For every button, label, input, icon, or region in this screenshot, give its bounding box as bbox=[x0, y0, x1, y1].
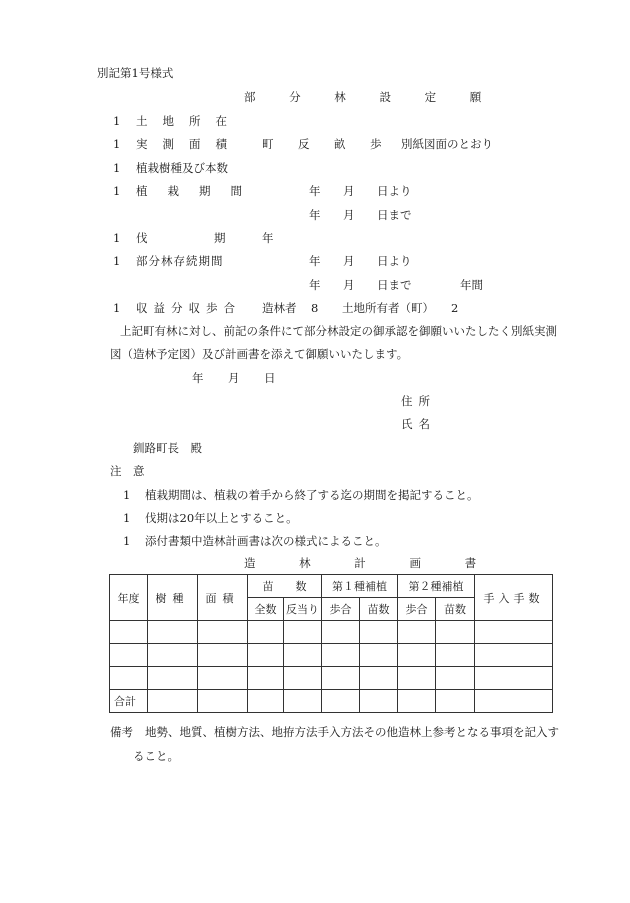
note-item-2: 伐期は20年以上とすること。 bbox=[145, 511, 298, 525]
addressee: 釧路町長 殿 bbox=[133, 441, 202, 455]
remarks-line-2: ること。 bbox=[133, 749, 179, 763]
note-number: 1 bbox=[123, 534, 131, 548]
felling-unit: 年 bbox=[262, 231, 274, 245]
header-year: 年度 bbox=[110, 575, 148, 621]
form-number: 別記第1号様式 bbox=[97, 66, 174, 80]
area-note: 別紙図面のとおり bbox=[401, 137, 493, 151]
date-year: 年 bbox=[309, 184, 321, 198]
table-row bbox=[110, 621, 553, 644]
planting-period-label: 植栽期間 bbox=[136, 184, 262, 198]
item-number: 1 bbox=[113, 161, 121, 175]
item-number: 1 bbox=[113, 254, 121, 268]
felling-label-a: 伐 bbox=[136, 231, 148, 245]
header-count: 苗数 bbox=[360, 598, 398, 621]
owner-ratio: 2 bbox=[451, 301, 459, 315]
plan-title: 造 林 計 画 書 bbox=[244, 556, 497, 570]
note-item-3: 添付書類中造林計画書は次の様式によること。 bbox=[145, 534, 387, 548]
header-supp2: 第２種補植 bbox=[398, 575, 475, 598]
date-day-until: 日まで bbox=[377, 208, 412, 222]
remarks-label: 備考 bbox=[110, 725, 133, 739]
note-number: 1 bbox=[123, 511, 131, 525]
header-seedlings: 苗 数 bbox=[248, 575, 322, 598]
header-count: 苗数 bbox=[436, 598, 475, 621]
header-rate: 歩合 bbox=[398, 598, 436, 621]
land-location-label: 土地所在 bbox=[136, 114, 242, 128]
header-rate: 歩合 bbox=[322, 598, 360, 621]
item-number: 1 bbox=[113, 231, 121, 245]
date-day: 日 bbox=[264, 371, 276, 385]
date-month: 月 bbox=[343, 208, 355, 222]
header-labor: 手入手数 bbox=[475, 575, 553, 621]
date-day-from: 日より bbox=[377, 184, 412, 198]
date-month: 月 bbox=[343, 254, 355, 268]
plan-table bbox=[109, 574, 553, 713]
header-per-tan: 反当り bbox=[284, 598, 322, 621]
name-label: 氏名 bbox=[401, 417, 436, 431]
date-year: 年 bbox=[309, 208, 321, 222]
note-item-1: 植栽期間は、植栽の着手から終了する迄の期間を掲記すること。 bbox=[145, 488, 479, 502]
item-number: 1 bbox=[113, 301, 121, 315]
planter-ratio: 8 bbox=[311, 301, 319, 315]
header-supp1: 第１種補植 bbox=[322, 575, 398, 598]
owner-label: 土地所有者（町） bbox=[342, 301, 434, 315]
date-month: 月 bbox=[343, 278, 355, 292]
date-month: 月 bbox=[343, 184, 355, 198]
header-area: 面積 bbox=[198, 575, 248, 621]
item-number: 1 bbox=[113, 114, 121, 128]
unit-tan: 反 bbox=[298, 137, 310, 151]
header-total-count: 全数 bbox=[248, 598, 284, 621]
date-day-until: 日まで bbox=[377, 278, 412, 292]
total-label: 合計 bbox=[110, 690, 148, 713]
date-year: 年 bbox=[309, 278, 321, 292]
header-species: 樹種 bbox=[148, 575, 198, 621]
date-day-from: 日より bbox=[377, 254, 412, 268]
item-number: 1 bbox=[113, 137, 121, 151]
profit-share-label: 収益分収歩合 bbox=[136, 301, 241, 315]
body-line-2: 図（造林予定図）及び計画書を添えて御願いいたします。 bbox=[110, 347, 409, 361]
remarks-line-1: 地勢、地質、植樹方法、地拵方法手入方法その他造林上参考となる事項を記入す bbox=[145, 725, 559, 739]
date-year: 年 bbox=[309, 254, 321, 268]
document-title: 部 分 林 設 定 願 bbox=[244, 90, 497, 104]
body-line-1: 上記町有林に対し、前記の条件にて部分林設定の御承認を御願いいたしたく別紙実測 bbox=[120, 324, 557, 338]
note-number: 1 bbox=[123, 488, 131, 502]
unit-se: 畝 bbox=[334, 137, 346, 151]
unit-bu: 歩 bbox=[370, 137, 382, 151]
planter-label: 造林者 bbox=[262, 301, 297, 315]
date-month: 月 bbox=[228, 371, 240, 385]
unit-cho: 町 bbox=[262, 137, 274, 151]
felling-label-b: 期 bbox=[214, 231, 226, 245]
table-row bbox=[110, 644, 553, 667]
notes-heading: 注 意 bbox=[110, 464, 145, 478]
years-label: 年間 bbox=[460, 278, 483, 292]
area-label: 実測面積 bbox=[136, 137, 242, 151]
total-row bbox=[110, 690, 553, 713]
date-year: 年 bbox=[192, 371, 204, 385]
item-number: 1 bbox=[113, 184, 121, 198]
address-label: 住所 bbox=[401, 394, 436, 408]
duration-label: 部分林存続期間 bbox=[136, 254, 224, 268]
table-row bbox=[110, 667, 553, 690]
species-label: 植栽樹種及び本数 bbox=[136, 161, 228, 175]
